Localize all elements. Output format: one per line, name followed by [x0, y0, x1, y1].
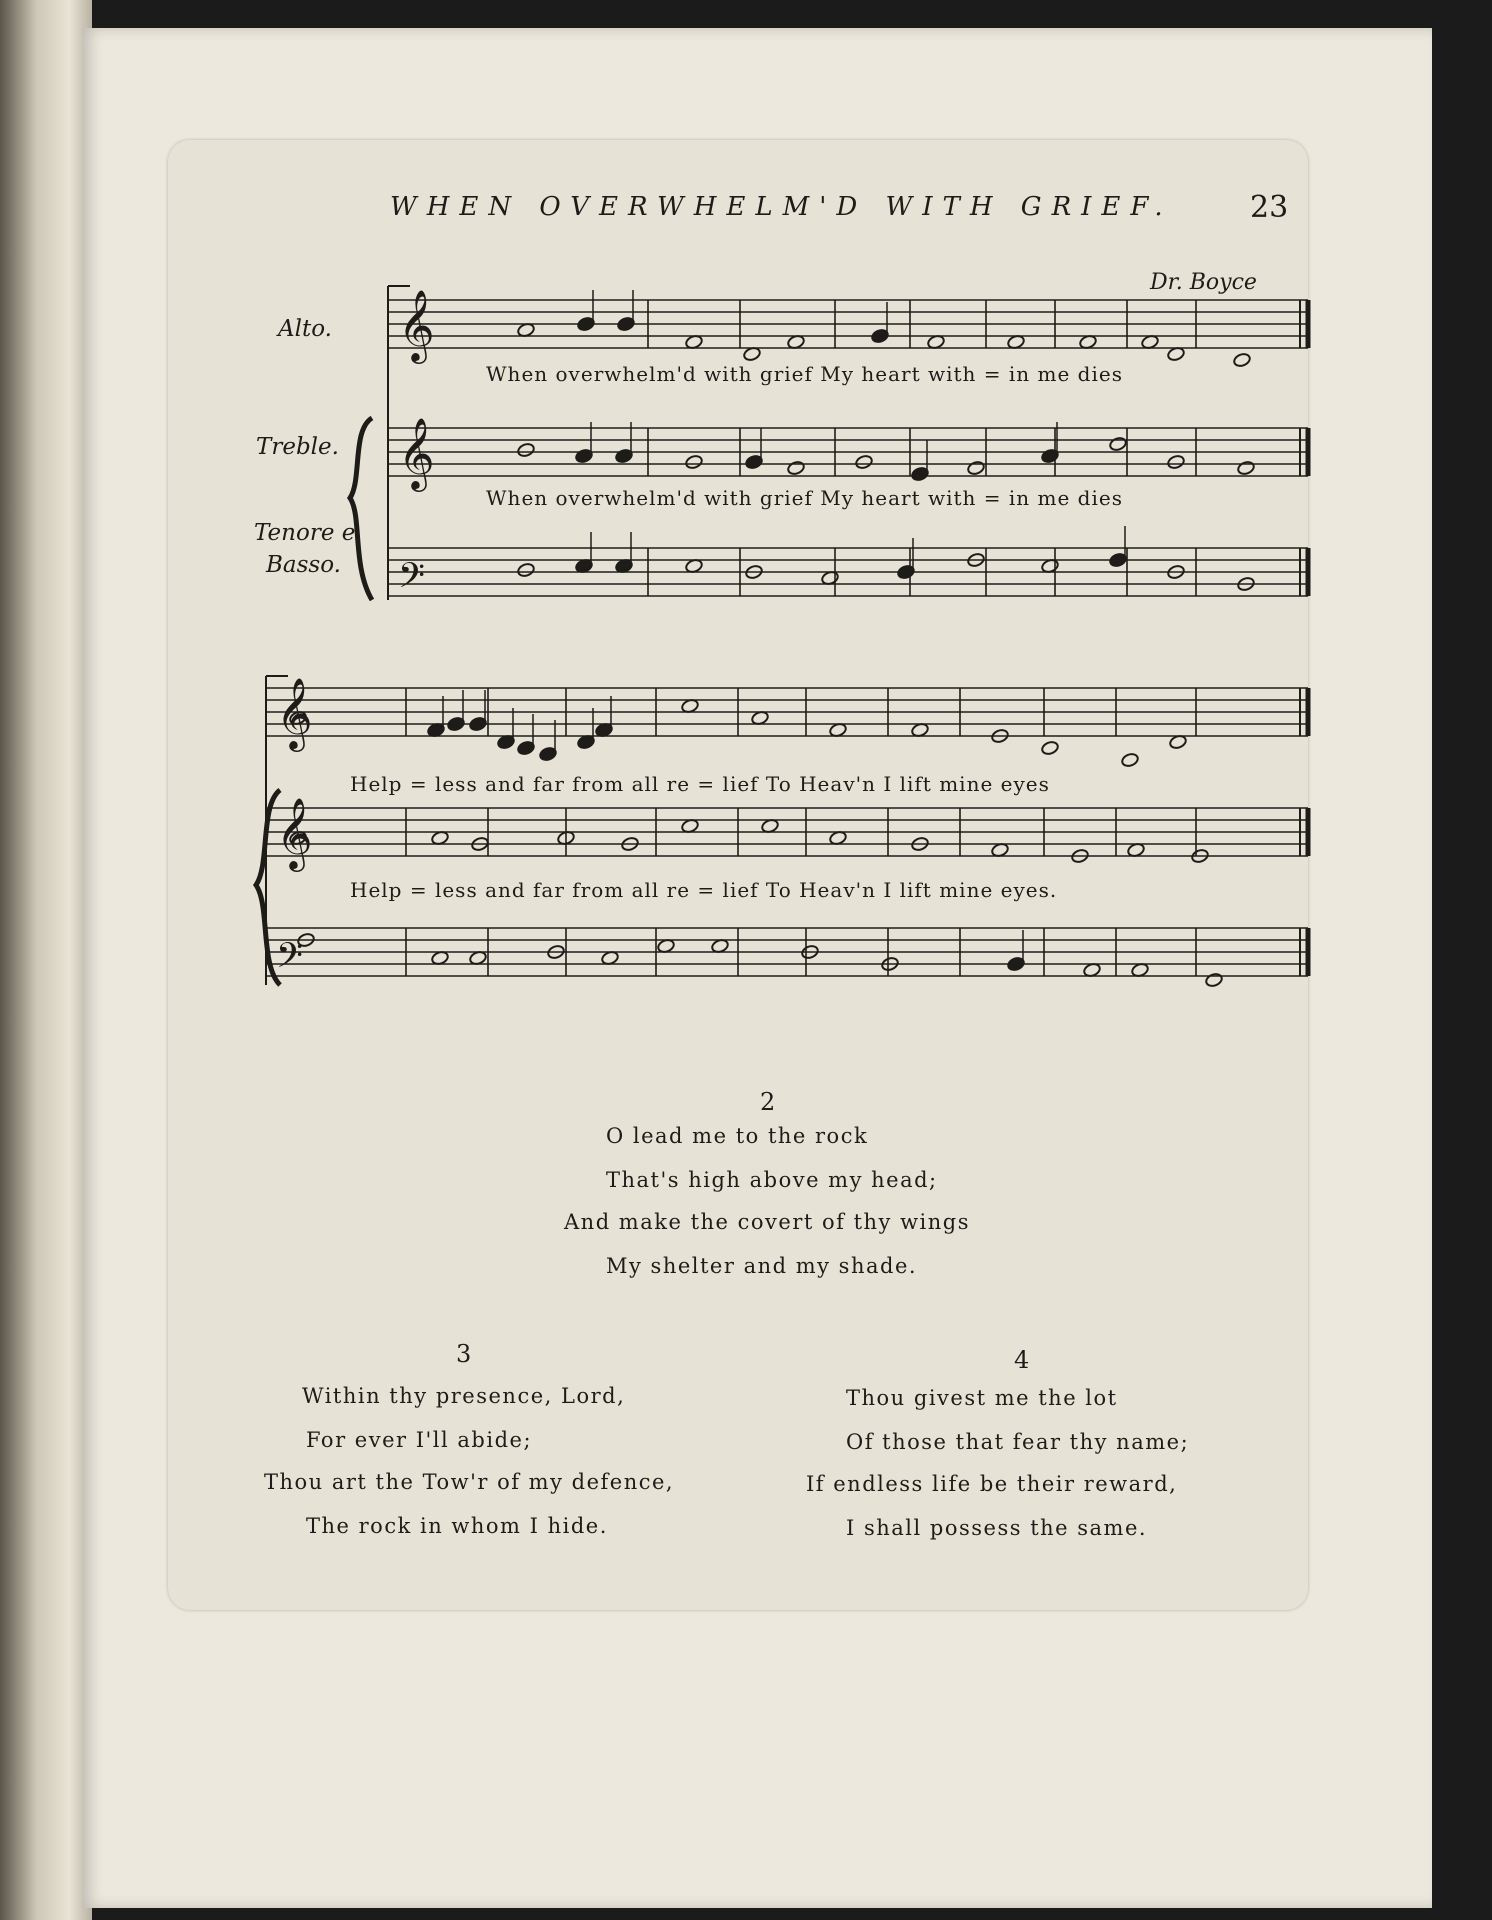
- bass-clef-icon: 𝄢: [398, 555, 426, 604]
- verse-2-line-4: My shelter and my shade.: [606, 1254, 918, 1278]
- lyrics-treble-system2: Help = less and far from all re = lief To Heav'n I lift mine eyes.: [350, 878, 1058, 902]
- bass-clef-icon: 𝄢: [276, 935, 304, 984]
- brace-system1: [350, 418, 372, 600]
- verse-4-line-3: If endless life be their reward,: [806, 1472, 1178, 1496]
- notehead: [1233, 352, 1252, 368]
- notehead: [967, 460, 986, 476]
- verse-3-line-1: Within thy presence, Lord,: [302, 1384, 626, 1408]
- treble-clef-icon: 𝄞: [398, 416, 435, 489]
- notehead: [517, 442, 536, 458]
- notehead: [787, 460, 806, 476]
- verse-number-3: 3: [456, 1340, 472, 1368]
- notehead: [855, 454, 874, 470]
- notehead: [1041, 740, 1060, 756]
- verse-3-line-2: For ever I'll abide;: [306, 1428, 533, 1452]
- part-label-basso: Basso.: [266, 552, 341, 578]
- verse-2-line-3: And make the covert of thy wings: [564, 1210, 971, 1234]
- notehead: [1121, 752, 1140, 768]
- notehead: [685, 454, 704, 470]
- verse-4-line-4: I shall possess the same.: [846, 1516, 1148, 1540]
- notehead: [1109, 436, 1128, 452]
- composer-credit: Dr. Boyce: [1150, 270, 1257, 295]
- notehead: [1237, 460, 1256, 476]
- lyrics-treble-system1: When overwhelm'd with grief My heart with = in me dies: [486, 486, 1123, 510]
- verse-3-line-4: The rock in whom I hide.: [306, 1514, 608, 1538]
- verse-4-line-2: Of those that fear thy name;: [846, 1430, 1190, 1454]
- part-label-alto: Alto.: [278, 316, 332, 342]
- treble-clef-icon: 𝄞: [398, 288, 435, 361]
- lyrics-alto-system2: Help = less and far from all re = lief To Heav'n I lift mine eyes: [350, 772, 1050, 796]
- page-number: 23: [1250, 190, 1289, 225]
- notehead: [517, 562, 536, 578]
- verse-2-line-1: O lead me to the rock: [606, 1124, 869, 1148]
- verse-3-line-3: Thou art the Tow'r of my defence,: [264, 1470, 675, 1494]
- song-title: WHEN OVERWHELM'D WITH GRIEF.: [390, 192, 1173, 222]
- verse-4-line-1: Thou givest me the lot: [846, 1386, 1118, 1410]
- verse-2-line-2: That's high above my head;: [606, 1168, 938, 1192]
- verse-number-4: 4: [1014, 1346, 1030, 1374]
- part-label-treble: Treble.: [256, 434, 339, 460]
- treble-clef-icon: 𝄞: [276, 796, 313, 869]
- notehead: [1167, 454, 1186, 470]
- notehead: [1205, 972, 1224, 988]
- lyrics-alto-system1: When overwhelm'd with grief My heart with = in me dies: [486, 362, 1123, 386]
- part-label-tenor: Tenore e: [254, 520, 356, 546]
- treble-clef-icon: 𝄞: [276, 676, 313, 749]
- verse-number-2: 2: [760, 1088, 776, 1116]
